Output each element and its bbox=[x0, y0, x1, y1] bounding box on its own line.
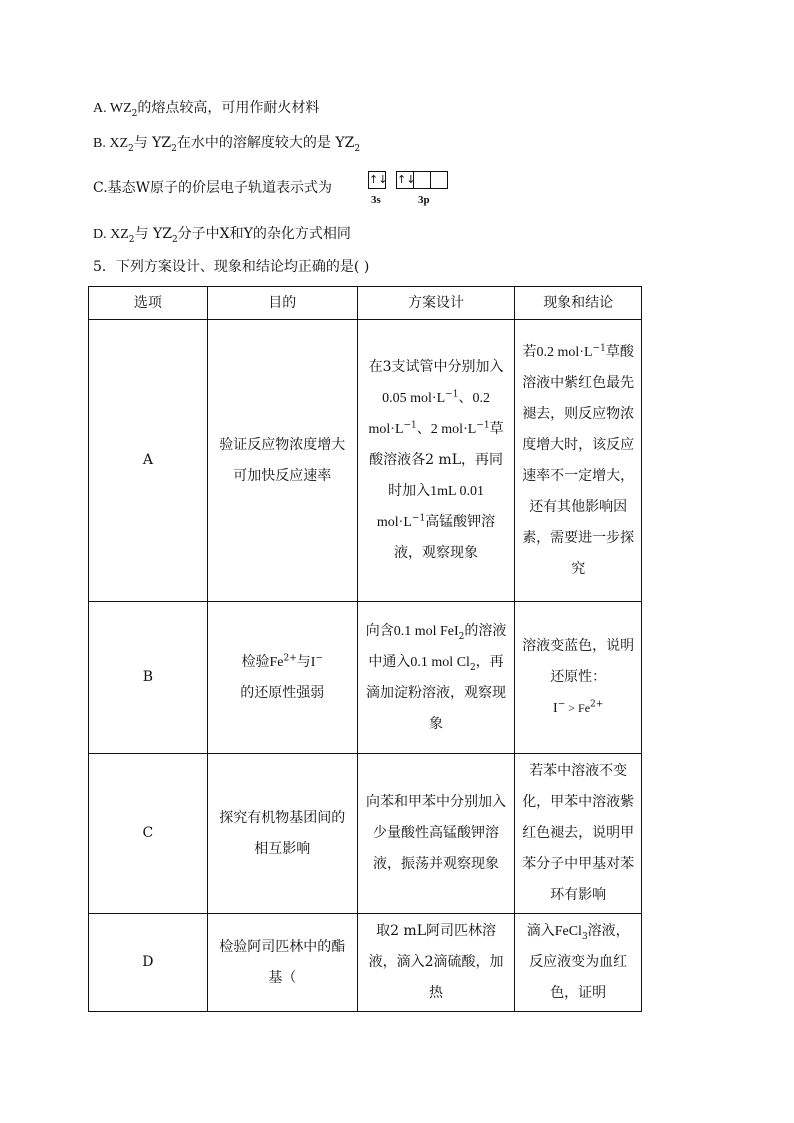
row-a-option: A bbox=[89, 320, 208, 602]
orbital-3s-label: 3s bbox=[371, 194, 381, 206]
orbital-3p-arrows: ↑↓ bbox=[397, 173, 416, 186]
orbital-3s-box bbox=[368, 171, 386, 189]
row-d-plan: 取2 mL阿司匹林溶液，滴入2滴硫酸，加热 bbox=[357, 914, 515, 1012]
row-a-goal: 验证反应物浓度增大可加快反应速率 bbox=[207, 320, 357, 602]
header-option: 选项 bbox=[89, 287, 208, 320]
row-b-plan: 向含0.1 mol FeI$_2$的溶液中通入0.1 mol $Cl_2$，再滴加淀粉溶液，观察现象 bbox=[357, 602, 515, 754]
row-d-option: D bbox=[89, 914, 208, 1012]
header-result: 现象和结论 bbox=[515, 287, 642, 320]
row-c-goal: 探究有机物基团间的相互影响 bbox=[207, 754, 357, 914]
row-b-result: 溶液变蓝色，说明还原性： $I^- > Fe^{2+}$ bbox=[515, 602, 642, 754]
orbital-3p-box-1 bbox=[396, 171, 414, 189]
table-row bbox=[89, 602, 642, 754]
option-b: B. $XZ_2$与 $YZ_2$在水中的溶解度较大的是 $YZ_2$ bbox=[93, 135, 361, 154]
row-c-plan: 向苯和甲苯中分别加入少量酸性高锰酸钾溶液，振荡并观察现象 bbox=[357, 754, 515, 914]
table-row bbox=[89, 754, 642, 914]
row-a-plan: 在3支试管中分别加入0.05 $mol\cdot L^{-1}$、0.2 $mol\cdot L^{-1}$、2 $mol\cdot L^{-1}$草酸溶液各2 mL，再同时加入1mL 0.01 $mol\cdot L^{-1}$高锰酸钾溶液，观察现象 bbox=[357, 320, 515, 602]
table-row bbox=[89, 320, 642, 602]
row-d-result: 滴入FeCl$_3$溶液，反应液变为血红色，证明 bbox=[515, 914, 642, 1012]
option-c: C.基态W原子的价层电子轨道表示式为 bbox=[93, 180, 333, 196]
row-c-option: C bbox=[89, 754, 208, 914]
table-row bbox=[89, 914, 642, 1012]
header-plan: 方案设计 bbox=[357, 287, 515, 320]
option-a: A. $WZ_2$的熔点较高，可用作耐火材料 bbox=[93, 100, 320, 119]
orbital-3p-box-2 bbox=[413, 171, 431, 189]
table-header-row bbox=[89, 287, 642, 320]
orbital-3p-box-3 bbox=[430, 171, 448, 189]
orbital-3s-arrows: ↑↓ bbox=[369, 173, 388, 186]
row-a-result: 若0.2 $mol\cdot L^{-1}$草酸溶液中紫红色最先褪去，则反应物浓度增大时，该反应速率不一定增大，还有其他影响因素，需要进一步探究 bbox=[515, 320, 642, 602]
row-c-result: 若苯中溶液不变化，甲苯中溶液紫红色褪去，说明甲苯分子中甲基对苯环有影响 bbox=[515, 754, 642, 914]
row-b-goal: 检验$Fe^{2+}$与I− 的还原性强弱 bbox=[207, 602, 357, 754]
row-b-option: B bbox=[89, 602, 208, 754]
experiment-table bbox=[88, 286, 642, 1012]
option-d: D. $XZ_2$与 $YZ_2$分子中X和Y的杂化方式相同 bbox=[93, 226, 351, 245]
orbital-3p-label: 3p bbox=[418, 194, 430, 206]
question-5: 5．下列方案设计、现象和结论均正确的是( ) bbox=[93, 259, 370, 275]
row-d-goal: 检验阿司匹林中的酯基（ bbox=[207, 914, 357, 1012]
header-goal: 目的 bbox=[207, 287, 357, 320]
